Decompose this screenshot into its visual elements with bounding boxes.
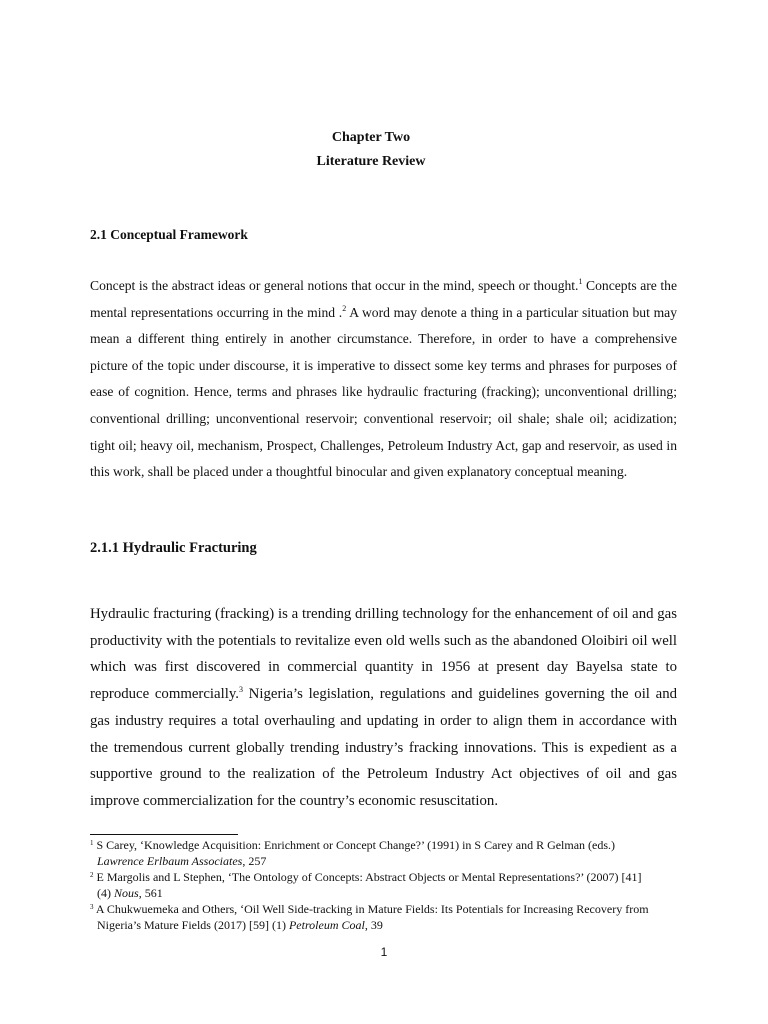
footnote-source: Lawrence Erlbaum Associates	[97, 853, 243, 868]
footnote-text: E Margolis and L Stephen, ‘The Ontology of Concepts: Abstract Objects or Mental Representations?’ (2007) [41]	[93, 870, 642, 884]
footnote-ref-3[interactable]: 3	[238, 685, 243, 695]
footnote-continuation	[97, 854, 690, 870]
paragraph-text: Concept is the abstract ideas or general notions that occur in the mind, speech or thought.	[90, 278, 579, 293]
footnote-issue: Nigeria’s Mature Fields (2017) [59] (1)	[97, 917, 289, 932]
footnote-issue: (4)	[97, 885, 114, 900]
footnote-ref-2[interactable]: 2	[342, 303, 347, 313]
footnote-3	[90, 902, 690, 933]
footnote-page: , 561	[138, 885, 163, 900]
footnote-source: Nous	[114, 885, 139, 900]
footnote-page: , 257	[242, 853, 267, 868]
paragraph-text: A word may denote a thing in a particular situation but may mean a different thing entirely in another circumstance. Therefore, in order to have a comprehensive picture of the topic under discourse, it is imperative to dissect some key terms and phrases for purposes of ease of cognition. Hence, terms and phrases like hydraulic fracturing (fracking); unconventional drilling; conventional drilling; unconventional reservoir; conventional reservoir; oil shale; shale oil; acidization; tight oil; heavy oil, mechanism, Prospect, Challenges, Petroleum Industry Act, gap and reservoir, as used in this work, shall be placed under a thoughtful binocular and given explanatory conceptual meaning.	[90, 304, 678, 480]
section-heading-2-1: 2.1 Conceptual Framework	[90, 227, 248, 242]
paragraph-text: Concepts are the mental representations occurring in the mind .	[90, 278, 677, 320]
footnote-1	[90, 838, 690, 869]
footnote-continuation	[97, 918, 690, 934]
footnote-page: , 39	[364, 917, 383, 932]
footnote-number: 3	[90, 903, 94, 911]
paragraph-text: Hydraulic fracturing (fracking) is a trending drilling technology for the enhancement of oil and gas productivity with the potentials to revitalize even old wells such as the abandoned Oloibiri oil well which was first discovered in commercial quantity in 1956 at present day Bayelsa state to reproduce commercially.	[90, 606, 677, 703]
page-number: 1	[380, 945, 388, 959]
section-heading-2-1-1: 2.1.1 Hydraulic Fracturing	[90, 540, 257, 556]
footnote-2	[90, 870, 690, 901]
footnote-continuation	[97, 886, 690, 902]
footnotes	[90, 838, 690, 934]
paragraph-text: Nigeria’s legislation, regulations and guidelines governing the oil and gas industry requires a total overhauling and updating in order to align them in accordance with the tremendous current globally trending industry’s fracking innovations. This is expedient as a supportive ground to the realization of the Petroleum Industry Act objectives of oil and gas improve commercialization for the country’s economic resuscitation.	[90, 686, 678, 809]
footnote-separator	[90, 834, 238, 835]
footnote-number: 1	[90, 839, 94, 847]
footnote-text: A Chukwuemeka and Others, ‘Oil Well Side-tracking in Mature Fields: Its Potentials for Increasing Recovery from	[93, 902, 649, 916]
footnote-source: Petroleum Coal	[288, 917, 365, 932]
section-2-1-paragraph	[90, 273, 677, 486]
footnote-ref-1[interactable]: 1	[578, 277, 583, 286]
footnote-number: 2	[90, 871, 94, 879]
footnote-text: S Carey, ‘Knowledge Acquisition: Enrichment or Concept Change?’ (1991) in S Carey and R Gelman (eds.)	[93, 838, 616, 852]
chapter-subtitle: Literature Review	[316, 154, 426, 169]
section-2-1-1-paragraph	[90, 601, 677, 815]
chapter-title: Chapter Two	[331, 130, 411, 145]
